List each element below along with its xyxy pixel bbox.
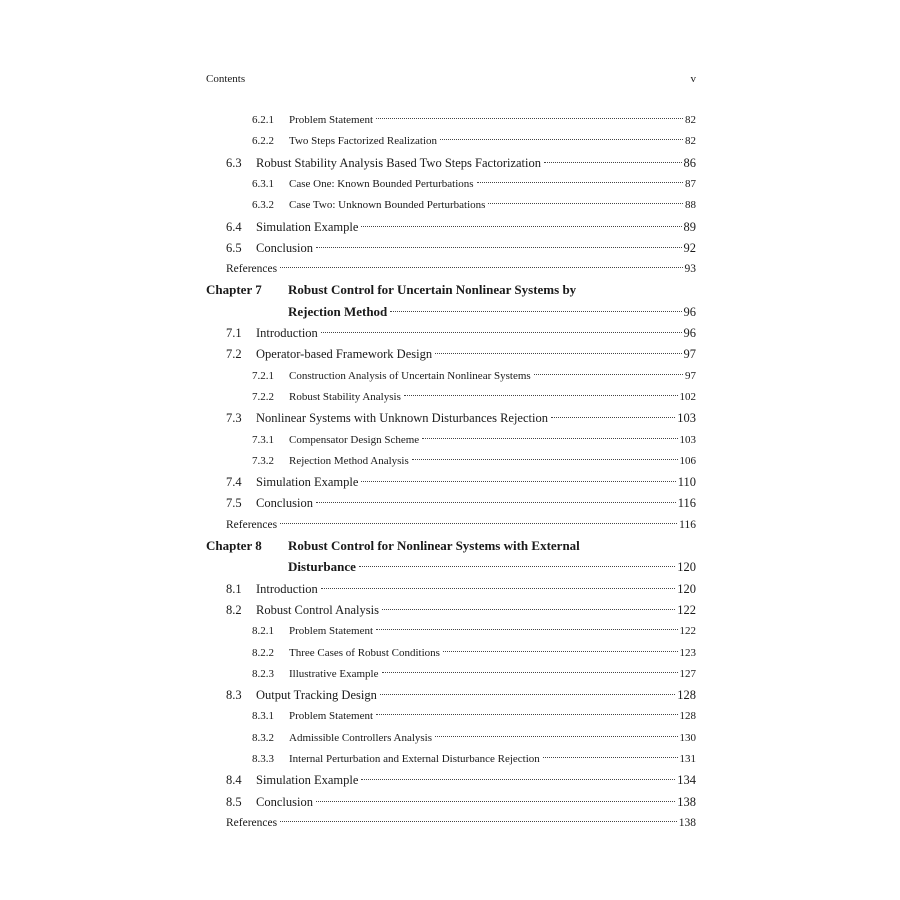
section-number: 8.2.1	[252, 625, 274, 638]
section-title: Simulation Example	[256, 475, 359, 490]
toc-entry[interactable]	[226, 154, 696, 172]
dot-leader	[435, 353, 681, 354]
page-number: 88	[685, 199, 696, 212]
dot-leader	[316, 801, 675, 802]
toc-entry[interactable]	[252, 431, 696, 449]
toc-entry[interactable]	[226, 345, 696, 363]
page-number: 89	[683, 219, 696, 234]
page-number: 116	[679, 518, 696, 531]
chapter-number: Chapter 7	[206, 282, 262, 298]
section-title: Nonlinear Systems with Unknown Disturbances Rejection	[256, 411, 548, 426]
section-number: 8.1	[226, 581, 242, 596]
page-number: 131	[679, 753, 696, 765]
section-title: Three Cases of Robust Conditions	[289, 646, 440, 659]
page-number: 87	[685, 177, 696, 190]
section-title: Robust Stability Analysis	[289, 390, 401, 403]
toc-entry[interactable]	[252, 175, 696, 193]
dot-leader	[361, 481, 675, 482]
toc-entry[interactable]	[226, 324, 696, 342]
page-number: 82	[685, 135, 696, 148]
section-title: Construction Analysis of Uncertain Nonlinear Systems	[289, 369, 531, 382]
dot-leader	[544, 162, 682, 163]
section-number: 7.2	[226, 347, 242, 362]
page-number: 116	[677, 496, 696, 511]
page-number: 96	[683, 304, 696, 319]
section-title: Conclusion	[256, 794, 313, 809]
toc-entry[interactable]	[252, 750, 696, 768]
dot-leader	[316, 247, 682, 248]
page-number: 106	[679, 454, 696, 467]
page-number: 102	[679, 390, 696, 403]
toc-entry-chapter[interactable]	[288, 558, 696, 576]
section-title: Simulation Example	[256, 773, 359, 788]
section-title: References	[226, 263, 278, 276]
dot-leader	[382, 609, 675, 610]
section-title: Case One: Known Bounded Perturbations	[289, 177, 474, 190]
page-number: 127	[679, 667, 696, 680]
page-number: 103	[677, 411, 696, 426]
toc-entry[interactable]	[226, 260, 696, 278]
section-number: 6.4	[226, 219, 242, 234]
page-number: 122	[679, 625, 696, 638]
dot-leader	[440, 139, 683, 140]
dot-leader	[359, 566, 675, 567]
dot-leader	[477, 182, 683, 183]
dot-leader	[422, 438, 677, 439]
section-title: Robust Control Analysis	[256, 602, 379, 617]
section-number: 7.5	[226, 496, 242, 511]
dot-leader	[382, 672, 678, 673]
dot-leader	[543, 757, 678, 758]
section-number: 7.3	[226, 411, 242, 426]
dot-leader	[280, 523, 677, 524]
section-title: Problem Statement	[289, 114, 374, 126]
toc-entry[interactable]	[226, 686, 696, 704]
page-number: 138	[678, 816, 696, 829]
dot-leader	[435, 736, 678, 737]
toc-entry[interactable]	[252, 388, 696, 406]
toc-entry-chapter[interactable]	[288, 303, 696, 321]
toc-entry[interactable]	[252, 367, 696, 385]
section-number: 8.2.2	[252, 646, 274, 659]
section-title: Operator-based Framework Design	[256, 347, 433, 362]
page-number: 120	[677, 581, 696, 596]
page-number: 96	[683, 326, 696, 340]
dot-leader	[321, 332, 682, 333]
dot-leader	[380, 694, 675, 695]
section-number: 7.1	[226, 326, 242, 340]
section-number: 6.2.1	[252, 114, 274, 126]
section-number: 7.4	[226, 475, 242, 490]
section-title: Conclusion	[256, 496, 313, 511]
section-title: Simulation Example	[256, 219, 359, 234]
section-title: Admissible Controllers Analysis	[289, 731, 432, 744]
header-title: Contents	[206, 73, 246, 85]
page-number: 128	[679, 710, 696, 723]
chapter-title-continued: Disturbance	[288, 559, 356, 575]
page-number: 123	[679, 646, 696, 659]
toc-entry[interactable]	[252, 196, 696, 214]
dot-leader	[280, 821, 677, 822]
page-number: 92	[683, 240, 696, 255]
page-number: 103	[679, 433, 696, 446]
chapter-title: Robust Control for Uncertain Nonlinear Systems by	[288, 282, 577, 298]
page-number: 138	[677, 794, 696, 809]
toc-entry[interactable]	[226, 516, 696, 534]
section-number: 8.3.3	[252, 753, 274, 765]
dot-leader	[534, 374, 683, 375]
dot-leader	[412, 459, 678, 460]
dot-leader	[390, 311, 681, 312]
section-number: 6.3	[226, 155, 242, 170]
section-number: 8.3	[226, 688, 242, 703]
section-title: Problem Statement	[289, 710, 374, 723]
toc-entry[interactable]	[252, 622, 696, 640]
section-title: References	[226, 816, 278, 829]
toc-entry[interactable]	[226, 218, 696, 236]
section-number: 8.4	[226, 773, 242, 788]
toc-entry[interactable]	[226, 494, 696, 512]
page-number: 82	[685, 114, 696, 126]
section-number: 6.3.1	[252, 177, 274, 190]
page-number: 120	[677, 560, 696, 575]
dot-leader	[280, 267, 682, 268]
section-title: Illustrative Example	[289, 667, 379, 680]
toc-entry[interactable]	[226, 814, 696, 832]
dot-leader	[361, 779, 675, 780]
dot-leader	[361, 226, 681, 227]
toc-entry[interactable]	[226, 239, 696, 257]
section-number: 8.5	[226, 794, 242, 809]
section-number: 8.2	[226, 602, 242, 617]
toc-entry[interactable]	[226, 793, 696, 811]
dot-leader	[443, 651, 678, 652]
toc-entry[interactable]	[252, 707, 696, 725]
section-title: Two Steps Factorized Realization	[289, 135, 437, 148]
section-number: 6.2.2	[252, 135, 274, 148]
toc-entry[interactable]	[252, 452, 696, 470]
toc-entry[interactable]	[252, 132, 696, 150]
section-title: Rejection Method Analysis	[289, 454, 409, 467]
page-number: 134	[677, 773, 696, 788]
dot-leader	[316, 502, 676, 503]
toc-entry[interactable]	[226, 473, 696, 491]
section-title: Introduction	[256, 326, 318, 340]
page-number: 130	[679, 731, 696, 744]
page-number: 110	[677, 475, 696, 490]
section-number: 7.3.2	[252, 454, 274, 467]
chapter-heading	[206, 537, 580, 555]
chapter-number: Chapter 8	[206, 538, 262, 553]
section-number: 6.5	[226, 240, 242, 255]
dot-leader	[488, 203, 683, 204]
page-number: 93	[684, 263, 696, 276]
section-title: Internal Perturbation and External Disturbance Rejection	[289, 753, 540, 765]
section-title: References	[226, 518, 278, 531]
section-title: Robust Stability Analysis Based Two Steps Factorization	[256, 155, 541, 170]
page-number: 86	[683, 155, 696, 170]
header-page-number: v	[690, 73, 696, 85]
section-number: 7.2.1	[252, 369, 274, 382]
chapter-title: Robust Control for Nonlinear Systems with External	[288, 538, 580, 553]
toc-entry[interactable]	[226, 601, 696, 619]
toc-entry[interactable]	[252, 111, 696, 129]
toc-entry[interactable]	[226, 580, 696, 598]
dot-leader	[321, 588, 675, 589]
chapter-title-continued: Rejection Method	[288, 303, 388, 319]
dot-leader	[376, 629, 677, 630]
page-number: 122	[677, 602, 696, 617]
page-number: 97	[683, 347, 696, 362]
page-number: 128	[677, 688, 696, 703]
section-number: 8.2.3	[252, 667, 274, 680]
section-title: Problem Statement	[289, 625, 374, 638]
section-title: Conclusion	[256, 240, 313, 255]
section-title: Output Tracking Design	[256, 688, 377, 703]
dot-leader	[404, 395, 678, 396]
section-title: Compensator Design Scheme	[289, 433, 420, 446]
page-number: 97	[685, 369, 696, 382]
section-number: 7.3.1	[252, 433, 274, 446]
chapter-heading	[206, 281, 576, 299]
dot-leader	[551, 417, 675, 418]
toc-entry[interactable]	[226, 771, 696, 789]
section-number: 8.3.1	[252, 710, 274, 723]
toc-entry[interactable]	[252, 644, 696, 662]
section-number: 7.2.2	[252, 390, 274, 403]
dot-leader	[376, 118, 683, 119]
section-number: 8.3.2	[252, 731, 274, 744]
toc-entry[interactable]	[252, 729, 696, 747]
toc-entry[interactable]	[226, 409, 696, 427]
toc-entry[interactable]	[252, 665, 696, 683]
section-number: 6.3.2	[252, 199, 274, 212]
section-title: Introduction	[256, 581, 318, 596]
section-title: Case Two: Unknown Bounded Perturbations	[289, 199, 486, 212]
dot-leader	[376, 714, 677, 715]
